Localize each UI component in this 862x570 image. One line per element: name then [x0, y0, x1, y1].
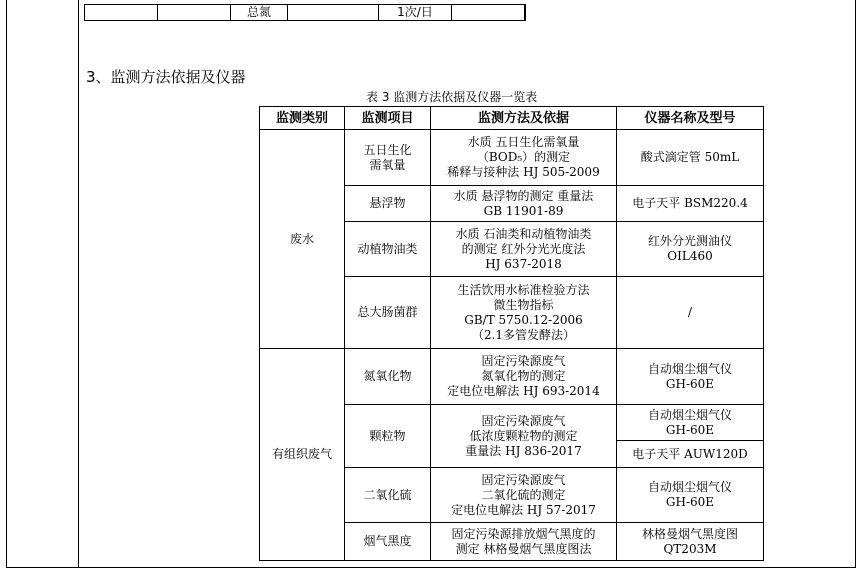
method-text: 固定污染源废气: [481, 472, 566, 487]
table-cell: [288, 5, 379, 21]
instrument-cell: [617, 349, 764, 405]
category-cell-exhaust: 有组织废气: [260, 349, 345, 561]
instrument-cell: [617, 130, 764, 186]
instrument-text: 自动烟尘烟气仪: [647, 407, 732, 422]
table-cell: [525, 5, 526, 21]
table-cell: [85, 5, 158, 21]
instrument-cell: [617, 405, 764, 441]
instrument-text: GH-60E: [665, 376, 715, 391]
method-text: （2.1多管发酵法）: [471, 327, 576, 342]
section-heading: 3、监测方法依据及仪器: [86, 68, 246, 86]
method-text: 生活饮用水标准检验方法: [457, 282, 590, 297]
instrument-text: GH-60E: [665, 422, 715, 437]
method-text: 氮氧化物的测定: [481, 369, 566, 383]
item-text: 烟气黑度: [363, 534, 412, 548]
header-instrument: 仪器名称及型号: [617, 107, 764, 130]
instrument-text: 自动烟尘烟气仪: [647, 361, 732, 376]
method-cell: [431, 130, 617, 186]
item-cell: [345, 523, 431, 561]
method-text: GB 11901-89: [483, 203, 564, 218]
method-cell: [431, 277, 617, 349]
table-row: [260, 130, 764, 186]
method-cell: [431, 186, 617, 222]
item-text: 总大肠菌群: [357, 305, 418, 319]
method-text: 微生物指标: [493, 297, 554, 312]
method-text: 的测定 红外分光光度法: [461, 241, 586, 256]
header-category: 监测类别: [260, 107, 345, 130]
table-row: [85, 5, 526, 21]
instrument-text: OIL460: [667, 249, 713, 263]
table-cell: [452, 5, 525, 21]
table-cell: [158, 5, 231, 21]
item-text: 颗粒物: [369, 428, 406, 443]
instrument-cell: [617, 186, 764, 222]
method-cell: [431, 405, 617, 468]
item-text: 二氧化硫: [363, 487, 412, 502]
page-border-bottom: [6, 567, 856, 568]
instrument-text: GH-60E: [665, 495, 715, 509]
table-cell: 1次/日: [379, 5, 452, 21]
page-margin-line: [78, 0, 79, 568]
item-cell: [345, 405, 431, 468]
method-text: GB/T 5750.12-2006: [464, 312, 583, 327]
method-cell: [431, 222, 617, 277]
item-cell: [345, 222, 431, 277]
method-text: 重量法 HJ 836-2017: [465, 443, 582, 458]
method-text: 二氧化硫的测定: [481, 487, 566, 502]
method-text: （BOD₅）的测定: [476, 150, 571, 164]
instrument-cell: [617, 222, 764, 277]
method-text: 水质 五日生化需氧量: [467, 135, 580, 149]
method-text: 固定污染源废气: [481, 354, 566, 368]
method-cell: [431, 349, 617, 405]
item-text: 悬浮物: [369, 196, 406, 210]
instrument-text: 红外分光测油仪: [647, 234, 732, 248]
method-text: HJ 637-2018: [485, 256, 562, 271]
method-text: 低浓度颗粒物的测定: [469, 428, 578, 443]
instrument-text: 电子天平 AUW120D: [632, 446, 748, 461]
instrument-text: 酸式滴定管 50mL: [640, 150, 740, 164]
previous-table-fragment: [84, 4, 526, 21]
item-cell: [345, 468, 431, 523]
table-header-row: [260, 107, 764, 130]
header-method: 监测方法及依据: [431, 107, 617, 130]
instrument-cell: [617, 468, 764, 523]
item-cell: [345, 277, 431, 349]
method-text: 稀释与接种法 HJ 505-2009: [447, 165, 600, 179]
page-border-left: [6, 0, 7, 568]
method-cell: [431, 468, 617, 523]
table-caption: 表 3 监测方法依据及仪器一览表: [366, 90, 538, 104]
method-cell: [431, 523, 617, 561]
method-text: 固定污染源排放烟气黑度的: [451, 526, 596, 541]
method-text: 定电位电解法 HJ 57-2017: [451, 502, 596, 517]
instrument-text: /: [687, 305, 693, 319]
method-text: 水质 悬浮物的测定 重量法: [453, 188, 594, 203]
monitoring-methods-table: [259, 106, 764, 561]
item-text: 五日生化: [363, 142, 412, 157]
table-cell: 总氮: [231, 5, 288, 21]
category-cell-wastewater: 废水: [260, 130, 345, 349]
item-text: 动植物油类: [357, 241, 418, 256]
method-text: 水质 石油类和动植物油类: [455, 226, 592, 241]
item-cell: [345, 349, 431, 405]
item-text: 氮氧化物: [363, 369, 412, 383]
method-text: 固定污染源废气: [481, 413, 566, 428]
item-cell: [345, 130, 431, 186]
item-cell: [345, 186, 431, 222]
instrument-text: QT203M: [663, 541, 717, 556]
instrument-cell: [617, 523, 764, 561]
table-row: [260, 349, 764, 405]
item-text: 需氧量: [369, 157, 406, 172]
instrument-cell: [617, 441, 764, 468]
instrument-text: 自动烟尘烟气仪: [647, 480, 732, 494]
page-border-right: [855, 0, 856, 568]
instrument-cell: [617, 277, 764, 349]
method-text: 测定 林格曼烟气黑度图法: [455, 541, 592, 556]
instrument-text: 电子天平 BSM220.4: [632, 196, 748, 210]
instrument-text: 林格曼烟气黑度图: [641, 526, 738, 541]
header-item: 监测项目: [345, 107, 431, 130]
method-text: 定电位电解法 HJ 693-2014: [447, 384, 600, 398]
